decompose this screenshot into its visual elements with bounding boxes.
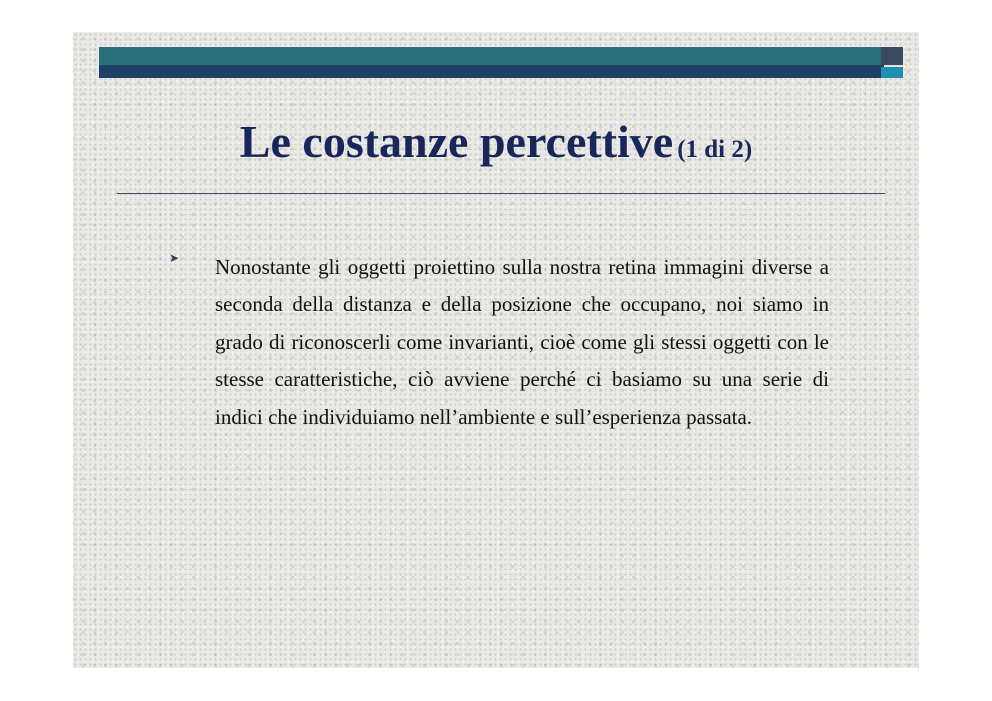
bullet-text: Nonostante gli oggetti proiettino sulla nostra retina immagini diverse a seconda della distanza e della posizione che occupano, noi siamo in grado di riconoscerli come invarianti, cioè come gli stessi oggetti con le stesse caratteristiche, ciò avviene perché ci basiamo su una serie di indici che individuiamo nell’ambiente e sull’esperienza passata. bbox=[215, 255, 829, 429]
arrowhead-bullet-icon: ➤ bbox=[169, 251, 180, 265]
title-divider bbox=[117, 193, 885, 194]
header-bar-square bbox=[881, 47, 903, 78]
header-bar bbox=[99, 47, 884, 78]
header-square-bottom bbox=[881, 67, 903, 78]
header-square-top bbox=[881, 47, 903, 65]
header-bar-top-stripe bbox=[99, 47, 884, 65]
slide-title-sub: (1 di 2) bbox=[677, 136, 753, 163]
slide bbox=[73, 32, 919, 668]
slide-title bbox=[73, 115, 919, 168]
header-bar-bottom-stripe bbox=[99, 65, 884, 78]
slide-title-main: Le costanze percettive bbox=[239, 116, 674, 167]
